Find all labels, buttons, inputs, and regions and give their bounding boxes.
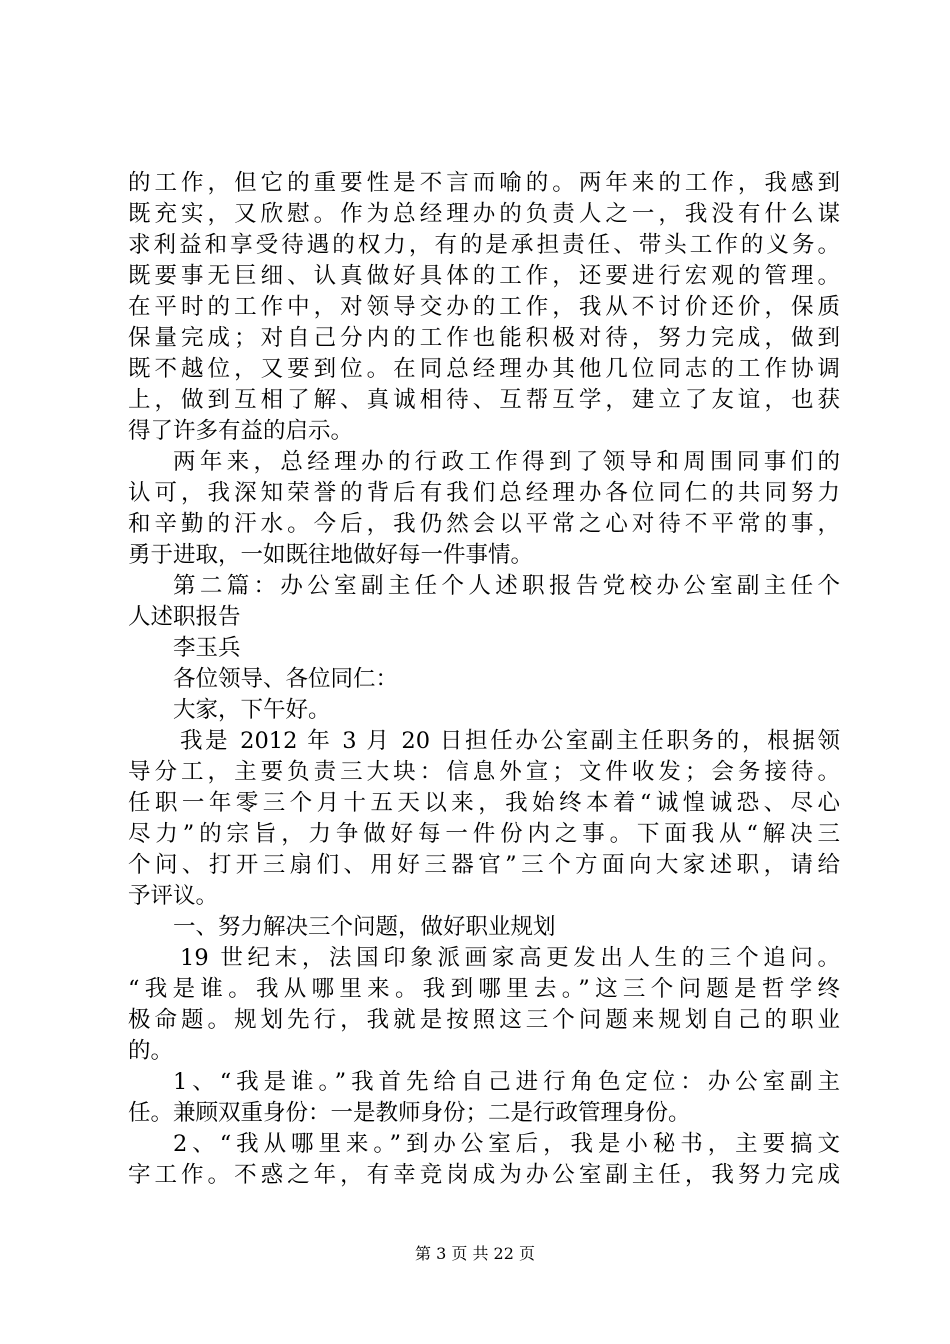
text-line: 任。兼顾双重身份：一是教师身份；二是行政管理身份。 <box>128 1100 691 1126</box>
text-line: 个问、打开三扇们、用好三器官”三个方面向大家述职，请给 <box>128 852 840 878</box>
text-line: 一、努力解决三个问题，做好职业规划 <box>173 914 556 940</box>
text-line: 极命题。规划先行，我就是按照这三个问题来规划自己的职业 <box>128 1007 840 1033</box>
text-line: 尽力”的宗旨，力争做好每一件份内之事。下面我从“解决三 <box>128 821 840 847</box>
text-line: 上，做到互相了解、真诚相待、互帮互学，建立了友谊，也获 <box>128 387 840 413</box>
text-line: 任职一年零三个月十五天以来，我始终本着“诚惶诚恐、尽心 <box>128 790 840 816</box>
text-line: “我是谁。我从哪里来。我到哪里去。”这三个问题是哲学终 <box>128 976 840 1002</box>
text-line: 保量完成；对自己分内的工作也能积极对待，努力完成，做到 <box>128 325 840 351</box>
text-line: 求利益和享受待遇的权力，有的是承担责任、带头工作的义务。 <box>128 232 840 258</box>
text-line: 人述职报告 <box>128 604 241 630</box>
document-body <box>128 168 840 1191</box>
text-line: 各位领导、各位同仁： <box>173 666 399 692</box>
text-line: 2、“我从哪里来。”到办公室后，我是小秘书，主要搞文 <box>173 1131 840 1157</box>
text-line: 第二篇：办公室副主任个人述职报告党校办公室副主任个 <box>173 573 840 599</box>
text-line: 字工作。不惑之年，有幸竞岗成为办公室副主任，我努力完成 <box>128 1162 840 1188</box>
text-line: 予评议。 <box>128 883 219 909</box>
text-line: 认可，我深知荣誉的背后有我们总经理办各位同仁的共同努力 <box>128 480 840 506</box>
text-line: 大家，下午好。 <box>173 697 331 723</box>
text-line: 导分工，主要负责三大块：信息外宣；文件收发；会务接待。 <box>128 759 840 785</box>
text-line: 的。 <box>128 1038 174 1064</box>
text-line: 两年来，总经理办的行政工作得到了领导和周围同事们的 <box>173 449 840 475</box>
page-footer: 第 3 页 共 22 页 <box>415 1244 535 1263</box>
text-line: 我是 2012 年 3 月 20 日担任办公室副主任职务的，根据领 <box>180 728 840 754</box>
text-line: 19 世纪末，法国印象派画家高更发出人生的三个追问。 <box>180 945 840 971</box>
text-line: 李玉兵 <box>173 635 241 661</box>
text-line: 既充实，又欣慰。作为总经理办的负责人之一，我没有什么谋 <box>128 201 840 227</box>
text-line: 和辛勤的汗水。今后，我仍然会以平常之心对待不平常的事， <box>128 511 840 537</box>
text-line: 在平时的工作中，对领导交办的工作，我从不讨价还价，保质 <box>128 294 840 320</box>
text-line: 得了许多有益的启示。 <box>128 418 354 444</box>
text-line: 勇于进取，一如既往地做好每一件事情。 <box>128 542 534 568</box>
text-line: 既不越位，又要到位。在同总经理办其他几位同志的工作协调 <box>128 356 840 382</box>
text-line: 1、“我是谁。”我首先给自己进行角色定位：办公室副主 <box>173 1069 840 1095</box>
text-line: 的工作，但它的重要性是不言而喻的。两年来的工作，我感到 <box>128 170 840 196</box>
text-line: 既要事无巨细、认真做好具体的工作，还要进行宏观的管理。 <box>128 263 840 289</box>
